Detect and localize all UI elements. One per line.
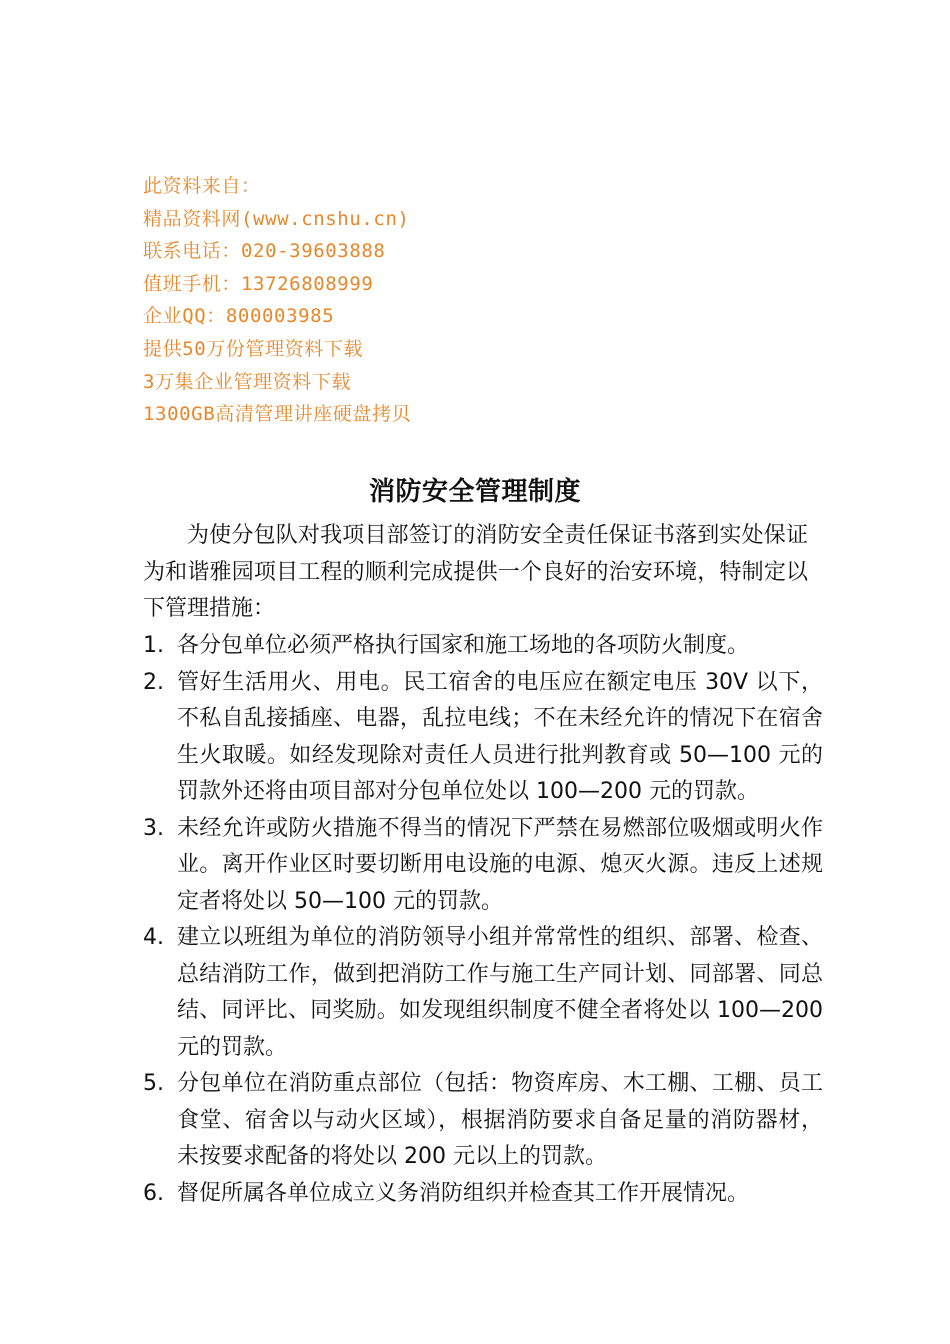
source-line: 此资料来自： <box>143 175 261 197</box>
source-line: 3万集企业管理资料下载 <box>143 370 352 393</box>
rule-text: 未经允许或防火措施不得当的情况下严禁在易燃部位吸烟或明火作业。离开作业区时要切断用电设施的电源、熄灭火源。违反上述规定者将处以 50—100 元的罚款。 <box>177 815 823 914</box>
source-line: 1300GB高清管理讲座硬盘拷贝 <box>143 403 412 426</box>
rule-item <box>143 1066 823 1176</box>
rule-number: 3. <box>143 815 164 841</box>
rule-text: 建立以班组为单位的消防领导小组并常常性的组织、部署、检查、总结消防工作，做到把消防工作与施工生产同计划、同部署、同总结、同评比、同奖励。如发现组织制度不健全者将处以 100—200 元的罚款。 <box>177 925 823 1060</box>
rule-text: 管好生活用火、用电。民工宿舍的电压应在额定电压 30V 以下，不私自乱接插座、电器，乱拉电线；不在未经允许的情况下在宿舍生火取暖。如经发现除对责任人员进行批判教育或 50—100 元的罚款外还将由项目部对分包单位处以 100—200 元的罚款。 <box>177 669 823 804</box>
rule-item <box>143 811 823 921</box>
rule-number: 2. <box>143 669 164 695</box>
intro-paragraph: 为使分包队对我项目部签订的消防安全责任保证书落到实处保证为和谐雅园项目工程的顺利完成提供一个良好的治安环境，特制定以下管理措施： <box>143 523 808 621</box>
rule-item <box>143 628 823 665</box>
rule-item <box>143 665 823 811</box>
rule-text: 督促所属各单位成立义务消防组织并检查其工作开展情况。 <box>177 1180 750 1206</box>
rule-item <box>143 1176 823 1213</box>
rule-number: 4. <box>143 925 164 950</box>
source-line: 精品资料网(www.cnshu.cn) <box>143 207 410 230</box>
document-title: 消防安全管理制度 <box>368 477 581 507</box>
rule-number: 6. <box>143 1180 164 1206</box>
source-line: 企业QQ：800003985 <box>143 305 335 328</box>
rule-item <box>143 920 823 1066</box>
source-info-block <box>143 170 663 431</box>
source-line: 联系电话：020-39603888 <box>143 240 386 263</box>
rule-text: 各分包单位必须严格执行国家和施工场地的各项防火制度。 <box>177 633 750 658</box>
rule-text: 分包单位在消防重点部位（包括：物资库房、木工棚、工棚、员工食堂、宿舍以与动火区域），根据消防要求自备足量的消防器材，未按要求配备的将处以 200 元以上的罚款。 <box>177 1071 823 1169</box>
rule-number: 1. <box>143 633 164 658</box>
source-line: 提供50万份管理资料下载 <box>143 337 364 360</box>
source-line: 值班手机：13726808999 <box>143 272 374 295</box>
rule-number: 5. <box>143 1071 164 1096</box>
rules-list <box>143 628 823 1212</box>
